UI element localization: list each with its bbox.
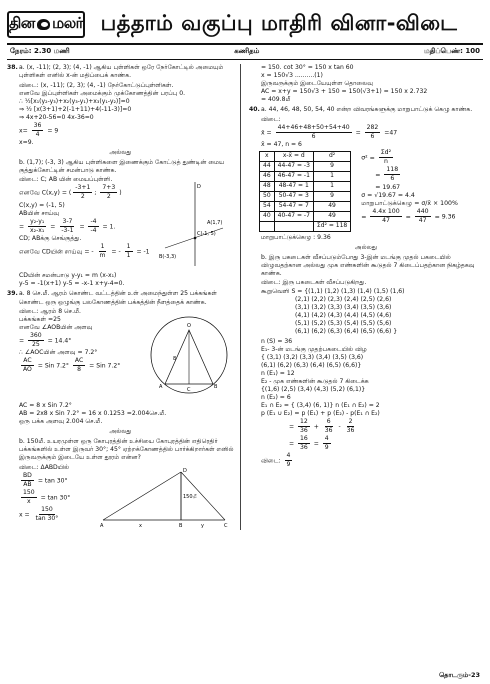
label-x: x bbox=[139, 522, 142, 528]
numerator: 1 bbox=[125, 243, 133, 252]
answer-line: ∴ ½[x₁(y₂-y₃)+x₂(y₃-y₁)+x₃(y₁-y₂)]=0 bbox=[19, 97, 130, 105]
question-39a bbox=[7, 290, 234, 306]
answer-38a bbox=[7, 82, 234, 147]
question-40b: b. இரு பகடைகள் வீசப்படும்போது 3-இன் மடங்கு முதல் பகடையில் விழுவதற்கான அல்லது முக எண்களின் கூடுதல் 7 கிடைப்பதற்கான நிகழ்தகவு காண்க. bbox=[261, 253, 475, 277]
answer-39b-cont bbox=[249, 64, 483, 104]
fraction bbox=[298, 418, 310, 435]
continued-label: தொடரும்-23 bbox=[439, 671, 480, 680]
text: = 9.36 bbox=[434, 213, 456, 221]
numerator: 44+46+48+50+54+40 bbox=[276, 124, 352, 133]
sightline-30 bbox=[103, 472, 181, 520]
numerator: y₂-y₁ bbox=[28, 218, 46, 227]
denominator: -4 bbox=[90, 226, 97, 234]
fraction bbox=[73, 184, 92, 201]
answer-line: = $\frac{12}{36}$ + $\frac{6}{36}$ - $\frac{2}{36}$ bbox=[289, 418, 355, 435]
denominator: tan 30° bbox=[35, 514, 59, 522]
final-answer bbox=[261, 452, 483, 469]
answer-line: { (3,1) (3,2) (3,3) (3,4) (3,5) (3,6) bbox=[261, 353, 364, 361]
denominator: -3-1 bbox=[61, 226, 74, 234]
answer-line: (2,1) (2,2) (2,3) (2,4) (2,5) (2,6) bbox=[295, 295, 392, 303]
numerator: AC bbox=[21, 357, 33, 366]
fraction bbox=[415, 208, 431, 225]
text: = tan 30° bbox=[37, 477, 68, 485]
text: = 9 bbox=[47, 127, 59, 135]
text: = bbox=[355, 129, 361, 137]
answer-39b bbox=[7, 464, 99, 530]
text: = - bbox=[111, 248, 121, 256]
page-title: பத்தாம் வகுப்பு மாதிரி வினா-விடை bbox=[100, 11, 458, 36]
answer-line bbox=[19, 357, 149, 374]
numerator: -3+1 bbox=[73, 184, 92, 193]
denominator: m bbox=[99, 251, 106, 259]
fraction bbox=[88, 218, 98, 235]
fraction bbox=[21, 472, 34, 489]
numerator: 12 bbox=[298, 418, 310, 427]
text: = bbox=[313, 440, 319, 448]
question-text: a. 8 செ.மீ. ஆரம் கொண்ட வட்டத்தின் உள் அமைந்துள்ள 25 பக்கங்கள் கொண்ட ஒரு ஒழுங்கு பலகோணத்தின் பக்கத்தின் நீளத்தைக் காண்க. bbox=[19, 290, 217, 306]
answer-line: ∴ ∠AOCயின் அளவு = 7.2° bbox=[19, 349, 98, 357]
text: = bbox=[289, 440, 295, 448]
question-number: 39. bbox=[7, 290, 18, 298]
answer-line: n (E₁) = 12 bbox=[261, 369, 295, 377]
label-radius: 8 bbox=[173, 356, 177, 363]
table-row bbox=[260, 181, 351, 191]
denominator: 9 bbox=[324, 444, 329, 452]
answer-line bbox=[19, 122, 234, 139]
numerator: AC bbox=[73, 357, 85, 366]
numerator: 150 bbox=[39, 506, 55, 515]
answer-line bbox=[19, 489, 99, 506]
deviation-table bbox=[259, 151, 351, 232]
answer-line: σ = √19.67 = 4.4 bbox=[361, 191, 415, 199]
fraction bbox=[34, 506, 61, 523]
numerator: 360 bbox=[28, 332, 44, 341]
fraction bbox=[59, 218, 75, 235]
circle-polygon-figure bbox=[149, 310, 229, 400]
fraction bbox=[98, 243, 108, 260]
fraction bbox=[323, 435, 331, 452]
text: = bbox=[79, 223, 85, 231]
answer-line: AC = 8 x Sin 7.2° bbox=[19, 402, 72, 410]
answer-line: விடை: C; AB யின் மையப்புள்ளி. bbox=[19, 176, 113, 184]
denominator: 47 bbox=[382, 217, 390, 225]
table-cell: 49 bbox=[313, 211, 350, 221]
label-b: B bbox=[214, 384, 218, 391]
exam-time: நேரம்: 2.30 மணி bbox=[10, 47, 70, 56]
denominator: AO bbox=[23, 366, 32, 374]
numerator: 2 bbox=[347, 418, 355, 427]
exam-subject: கணிதம் bbox=[234, 47, 260, 56]
answer-line: விடை: bbox=[261, 115, 281, 123]
answer-line: x=9. bbox=[19, 138, 34, 146]
right-column bbox=[249, 64, 483, 530]
text: = 1. bbox=[102, 223, 116, 231]
label-c: C bbox=[224, 522, 228, 528]
answer-line: ⇒ 4x+20-56=0 4x-36=0 bbox=[19, 113, 94, 121]
answer-line: E₂ - முக எண்களின் கூடுதல் 7 கிடைக்க bbox=[261, 377, 369, 385]
variance-calc bbox=[361, 149, 458, 226]
logo-text-1: தின bbox=[9, 14, 35, 33]
label-a: A bbox=[159, 384, 163, 391]
or-separator: அல்லது bbox=[354, 243, 378, 251]
label-d: D bbox=[183, 467, 187, 474]
answer-line: C(x,y) = (-1, 5) bbox=[19, 201, 65, 209]
table-cell: 9 bbox=[313, 161, 350, 171]
answer-line: பக்கங்கள் =25 bbox=[19, 316, 61, 324]
table-row bbox=[260, 211, 351, 221]
answer-line: ⇒ ½ [x(3+1)+2(-1+11)+4(-11-3)]=0 bbox=[19, 105, 132, 113]
denominator: 4 bbox=[35, 130, 40, 138]
answer-line bbox=[361, 208, 458, 225]
label-d: D bbox=[197, 184, 201, 191]
answer-line bbox=[19, 506, 99, 523]
denominator: n bbox=[383, 158, 388, 165]
table-cell: 50 bbox=[260, 191, 275, 201]
answer-line: CD; ABக்கு செங்குத்து. bbox=[19, 234, 82, 242]
question-38b: b. (1,7); (-3, 3) ஆகிய புள்ளிகளை இணைக்கும் கோட்டுத் துண்டின் மைய குத்துக்கோட்டின் சமன்பாடு காண்க. bbox=[19, 158, 225, 174]
answer-line: ABயின் சாய்வு bbox=[19, 209, 60, 217]
answer-line: கூறுவெளி S = {(1,1) (1,2) (1,3) (1,4) (1,5) (1,6) bbox=[261, 287, 405, 295]
lamp-icon bbox=[37, 19, 50, 30]
label-b: B(-3,3) bbox=[159, 254, 177, 261]
midpoint-c bbox=[194, 237, 197, 240]
text: எனவே CDயின் சாய்வு = - bbox=[19, 248, 94, 256]
fraction bbox=[28, 332, 44, 349]
numerator: 6 bbox=[325, 418, 333, 427]
text: எனவே C(x,y) = bbox=[19, 189, 67, 197]
question-text: a. 44, 46, 48, 50, 54, 40 என்ற விவரங்களுக்கு மாறுபாட்டுக் கெழு காண்க. bbox=[261, 106, 473, 114]
fraction bbox=[125, 243, 133, 260]
answer-line: p (E₁ ∪ E₂) = p (E₁) + p (E₂) - p(E₁ ∩ E₂) bbox=[261, 409, 380, 417]
text: = bbox=[405, 213, 411, 221]
table-cell: 40 bbox=[260, 211, 275, 221]
answer-line: மாறுபாட்டுக்கெழு : 9.36 bbox=[261, 233, 331, 241]
deviation-block bbox=[249, 149, 483, 234]
table-cell: 1 bbox=[313, 171, 350, 181]
table-cell: 48-47 = 1 bbox=[274, 181, 313, 191]
fraction bbox=[276, 124, 352, 141]
answer-line bbox=[19, 472, 99, 489]
numerator: 7+3 bbox=[100, 184, 117, 193]
fraction bbox=[73, 357, 85, 374]
numerator: 118 bbox=[384, 166, 400, 175]
answer-line: n (S) = 36 bbox=[261, 337, 293, 345]
answer-line: விடை: ஆரம் 8 செ.மீ. bbox=[19, 308, 81, 316]
table-cell: 44 bbox=[260, 161, 275, 171]
numerator: 4 bbox=[323, 435, 331, 444]
denominator: x bbox=[27, 497, 31, 505]
column-header: d² bbox=[313, 151, 350, 161]
table-row bbox=[260, 161, 351, 171]
table-cell bbox=[260, 221, 275, 231]
answer-line bbox=[261, 435, 483, 452]
text: x̄ = bbox=[261, 129, 272, 137]
answer-line: (5,1) (5,2) (5,3) (5,4) (5,5) (5,6) bbox=[295, 319, 392, 327]
answer-line bbox=[19, 243, 157, 260]
table-cell: 50-47 = 3 bbox=[274, 191, 313, 201]
text: = bbox=[289, 423, 295, 431]
text: = bbox=[19, 223, 25, 231]
tower-angle-figure bbox=[99, 466, 231, 528]
question-38a bbox=[7, 64, 234, 80]
content-columns bbox=[7, 60, 483, 530]
table-cell: 1 bbox=[313, 181, 350, 191]
left-column bbox=[7, 64, 241, 530]
text: = bbox=[50, 223, 56, 231]
numerator: 36 bbox=[32, 122, 44, 131]
column-header: x bbox=[260, 151, 275, 161]
table-cell: 54-47 = 7 bbox=[274, 201, 313, 211]
answer-line bbox=[261, 124, 483, 141]
answer-39a-cont bbox=[7, 402, 234, 426]
answer-line: CDயின் சமன்பாடு y-y₁ = m (x-x₁) bbox=[19, 272, 117, 280]
text: விடை: bbox=[261, 457, 281, 465]
table-row bbox=[260, 171, 351, 181]
label-height: 150மீ bbox=[183, 493, 197, 500]
denominator: 6 bbox=[311, 132, 316, 140]
numerator: 3-7 bbox=[60, 218, 74, 227]
table-cell: 46-47 = -1 bbox=[274, 171, 313, 181]
table-cell: 54 bbox=[260, 201, 275, 211]
answer-line: E₁- 3-ன் மடங்கு முதற்பகடையில் விழ bbox=[261, 345, 367, 353]
table-cell: 44-47 = -3 bbox=[274, 161, 313, 171]
answer-line: (3,1) (3,2) (3,3) (3,4) (3,5) (3,6) bbox=[295, 303, 392, 311]
denominator: 1 bbox=[126, 251, 131, 259]
denominator: 8 bbox=[77, 366, 81, 374]
text: = 14.4° bbox=[47, 337, 72, 345]
denominator: 2 bbox=[106, 193, 111, 201]
newspaper-logo bbox=[7, 11, 85, 38]
text: x= bbox=[19, 127, 28, 135]
answer-line: n (E₂) = 6 bbox=[261, 393, 291, 401]
answer-line bbox=[19, 218, 157, 235]
answer-38b-wrap bbox=[7, 176, 234, 272]
answer-line: மாறுபாட்டுக்கெழு = σ/x̄ × 100% bbox=[361, 199, 458, 207]
answer-line bbox=[361, 149, 458, 166]
label-o: O bbox=[187, 323, 191, 330]
table-cell bbox=[274, 221, 313, 231]
answer-line: = 19.67 bbox=[375, 183, 401, 191]
numerator: 4.4x 100 bbox=[370, 208, 401, 217]
fraction bbox=[285, 452, 293, 469]
text: = bbox=[19, 337, 25, 345]
answer-line: விடை: இரு பகடைகள் வீசப்படுகிறது. bbox=[261, 279, 367, 287]
question-number: 40. bbox=[249, 106, 260, 114]
denominator: x₂-x₁ bbox=[30, 226, 45, 234]
line-segment-figure bbox=[157, 178, 229, 270]
denominator: AB bbox=[23, 480, 32, 488]
fraction bbox=[323, 418, 335, 435]
answer-line: எனவே இப்புள்ளிகள் அமைக்கும் முக்கோணத்தின் பரப்பு 0. bbox=[19, 89, 186, 97]
answer-line: AC = x+y = 150√3 + 150 = 150(√3+1) = 150 x 2.732 bbox=[261, 88, 428, 96]
text: = bbox=[361, 213, 367, 221]
answer-line: ஒரு பக்க அளவு 2.004 செ.மீ. bbox=[19, 418, 103, 426]
numerator: 440 bbox=[415, 208, 431, 217]
answer-line: y-5 = -1(x+1) y-5 = -x-1 x+y-4=0. bbox=[19, 280, 125, 288]
or-separator: அல்லது bbox=[109, 148, 132, 156]
answer-line: (6,1) (6,2) (6,3) (6,4) (6,5) (6,6)} bbox=[261, 361, 362, 369]
label-c: C(-1, 5) bbox=[197, 231, 216, 238]
answer-line: = $\frac{118}{6}$ bbox=[375, 166, 399, 183]
denominator: 36 bbox=[300, 444, 308, 452]
table-header-row bbox=[260, 151, 351, 161]
table-row bbox=[260, 201, 351, 211]
numerator: -4 bbox=[88, 218, 98, 227]
table-cell: 9 bbox=[313, 191, 350, 201]
banner bbox=[7, 5, 483, 45]
answer-line: x = 150√3 ..........(1) bbox=[261, 72, 323, 80]
label-a: A bbox=[100, 522, 104, 528]
label-b: B bbox=[179, 522, 183, 528]
answer-38b-cont bbox=[7, 272, 234, 288]
label-y: y bbox=[201, 522, 204, 528]
text: σ² = bbox=[361, 154, 375, 162]
fraction bbox=[298, 435, 310, 452]
table-cell: 49 bbox=[313, 201, 350, 211]
fraction bbox=[100, 184, 117, 201]
question-number: 38. bbox=[7, 64, 18, 71]
table-cell: 40-47 = -7 bbox=[274, 211, 313, 221]
answer-40a bbox=[249, 116, 483, 149]
table-cell: 48 bbox=[260, 181, 275, 191]
answer-line: விடை: (x, -11); (2, 3); (4, -1) நேர்கோட்டுப்புள்ளிகள். bbox=[19, 81, 174, 89]
text: = -1 bbox=[136, 248, 150, 256]
answer-38b bbox=[7, 176, 157, 272]
text: x = bbox=[19, 511, 30, 519]
text: = Sin 7.2° bbox=[37, 362, 69, 370]
answer-line bbox=[19, 332, 149, 349]
denominator: 9 bbox=[286, 461, 291, 469]
label-a: A(1,7) bbox=[207, 220, 223, 227]
numerator: 16 bbox=[298, 435, 310, 444]
denominator: 36 bbox=[324, 427, 333, 435]
exam-info-bar bbox=[7, 45, 483, 60]
label-c: C bbox=[187, 387, 191, 394]
answer-39b-wrap bbox=[7, 464, 234, 530]
denominator: 25 bbox=[31, 341, 40, 349]
denominator: 6 bbox=[370, 132, 375, 140]
fraction bbox=[345, 418, 357, 435]
denominator: 36 bbox=[300, 427, 308, 435]
answer-line: = 150. cot 30° = 150 x tan 60 bbox=[261, 64, 354, 71]
question-40a bbox=[249, 106, 483, 114]
denominator: 2 bbox=[80, 193, 85, 201]
answer-39a bbox=[7, 308, 149, 402]
numerator: 4 bbox=[285, 452, 293, 461]
answer-line: AB = 2x8 x Sin 7.2° = 16 x 0.1253 =2.004செ.மீ. bbox=[19, 410, 167, 418]
answer-line: (4,1) (4,2) (4,3) (4,4) (4,5) (4,6) bbox=[295, 311, 392, 319]
table-total: Σd² = 118 bbox=[313, 221, 350, 231]
fraction bbox=[21, 357, 34, 374]
fraction bbox=[28, 218, 46, 235]
table-row bbox=[260, 191, 351, 201]
text: = tan 30° bbox=[40, 494, 71, 502]
table-total-row bbox=[260, 221, 351, 231]
exam-marks: மதிப்பெண்: 100 bbox=[423, 47, 480, 56]
text: =47 bbox=[384, 129, 398, 137]
table-cell: 46 bbox=[260, 171, 275, 181]
numerator: BD bbox=[21, 472, 34, 481]
question-39b: b. 150மீ. உயரமுள்ள ஒரு கோபுரத்தின் உச்சியை கோபுரத்தின் எதிரெதிர் பக்கங்களில் உள்ள இருவர் 30°; 45° ஏற்றக்கோணத்தில் பார்க்கிறார்கள் எனில் இருவருக்கும் இடையே உள்ள தூரம் என்ன? bbox=[19, 438, 234, 462]
answer-line: இருவருக்கும் இடையேயுள்ள தொலைவு bbox=[261, 80, 373, 88]
fraction bbox=[370, 208, 401, 225]
answer-line: (6,1) (6,2) (6,3) (6,4) (6,5) (6,6) } bbox=[295, 327, 398, 335]
answer-line: = 409.8மீ bbox=[261, 96, 291, 104]
logo-text-2: மலர் bbox=[52, 14, 83, 33]
answer-39a-wrap bbox=[7, 308, 234, 402]
question-text: a. (x, -11); (2, 3); (4, -1) ஆகிய புள்ளிகள் ஒரே நேர்கோட்டில் அமையும் புள்ளிகள் எனில் x-ன் மதிப்பைக் காண்க. bbox=[19, 64, 224, 80]
denominator: 47 bbox=[418, 217, 427, 225]
text: = Sin 7.2° bbox=[89, 362, 121, 370]
answer-40b bbox=[249, 279, 483, 469]
numerator: 282 bbox=[365, 124, 381, 133]
fraction bbox=[32, 122, 44, 139]
answer-line: x̄ = 47, n = 6 bbox=[261, 140, 302, 148]
denominator: 6 bbox=[390, 175, 395, 183]
numerator: 150 bbox=[21, 489, 37, 498]
answer-line: {(1,6) (2,5) (3,4) (4,3) (5,2) (6,1)} bbox=[261, 385, 366, 393]
answer-line: விடை: ΔABDயில் bbox=[19, 463, 70, 471]
numerator: 1 bbox=[99, 243, 107, 252]
answer-line: எனவே C(x,y) = ( $\frac{-3+1}{2}$ ; $\frac{7+3}{2}$ ) bbox=[19, 184, 122, 201]
fraction bbox=[21, 489, 37, 506]
column-header: x-x̄ = d bbox=[274, 151, 313, 161]
fraction bbox=[379, 149, 393, 166]
answer-line: எனவே ∠AOBயின் அளவு bbox=[19, 324, 93, 332]
answer-line: E₁ ∩ E₂ = { (3,4) (6, 1)} n (E₁ ∩ E₂) = 2 bbox=[261, 401, 380, 409]
or-separator: அல்லது bbox=[109, 428, 132, 436]
fraction bbox=[365, 124, 381, 141]
fraction bbox=[384, 166, 400, 183]
numerator: Σd² bbox=[379, 149, 393, 158]
denominator: 36 bbox=[346, 427, 355, 435]
